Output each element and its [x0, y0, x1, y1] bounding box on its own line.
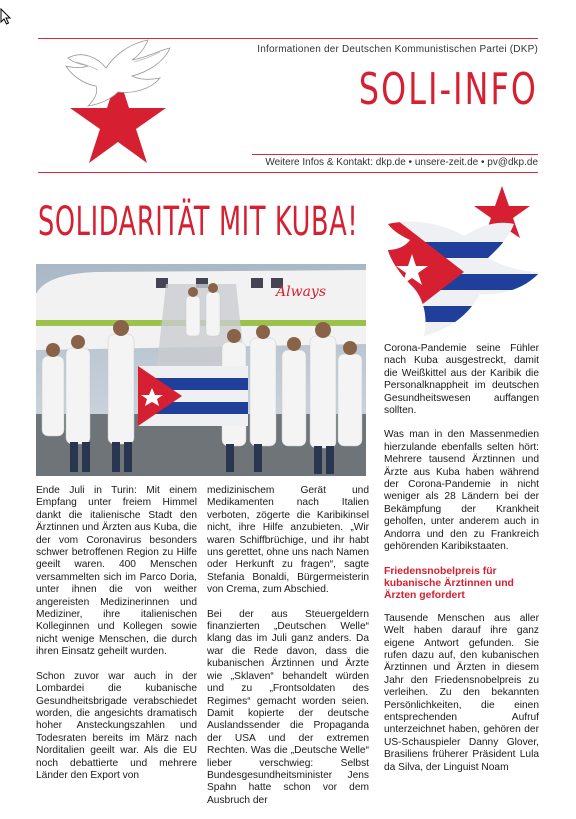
- header-bottom-rule: [38, 172, 538, 173]
- article-column-3: [384, 343, 539, 786]
- masthead-title: SOLI-INFO: [358, 64, 538, 115]
- masthead-rule: [252, 154, 538, 155]
- paragraph: Bei der aus Steuergeldern finanzierten „Deutschen Welle“ klang das im Juli ganz anders. Da war die Rede davon, dass die kubanischen Ärztinnen und Ärzte wie „Sklaven“ behandelt würden und zu „Frontsoldaten des Regimes“ gemacht worden seien. Damit kopierte der deutsche Auslandssender die Propaganda der USA und der extremen Rechten. Was die „Deutsche Welle“ lieber verschwieg: Selbst Bundesgesundheitsminister Jens Spahn hatte schon vor dem Ausbruch der: [207, 608, 369, 806]
- paragraph: Was man in den Massenmedien hierzulande ebenfalls selten hört: Mehrere tausend Ärztinnen und Ärzte aus Kuba haben während der Corona-Pandemie in nicht weniger als 28 Ländern bei der Bekämpfung der Krankheit geholfen, unter anderem auch in Andorra und den zu Frankreich gehörenden Karibikstaaten.: [384, 429, 539, 553]
- header-contact-line: Weitere Infos & Kontakt: dkp.de • unsere-zeit.de • pv@dkp.de: [265, 157, 538, 168]
- header-info-line: Informationen der Deutschen Kommunistischen Partei (DKP): [257, 44, 538, 55]
- paragraph: Tausende Menschen aus aller Welt haben darauf ihre ganz eigene Antwort gefunden. Sie rufen dazu auf, den kubanischen Ärztinnen und Ärzten in diesem Jahr den Friedensnobelpreis zu verleihen. Zu den bekannten Persönlichkeiten, die einen entsprechenden Aufruf unterzeichnet haben, gehören der US-Schauspieler Danny Glover, Brasiliens früherer Präsident Lula da Silva, der Linguist Noam: [384, 612, 539, 773]
- headline: SOLIDARITÄT MIT KUBA!: [38, 199, 359, 245]
- subheading: Friedensnobelpreis für kubanische Ärztinnen und Ärzten gefordert: [384, 565, 514, 602]
- doctors-photo: [36, 264, 366, 476]
- paragraph: Corona-Pandemie seine Fühler nach Kuba ausgestreckt, damit die Weißkittel aus der Karibik die Personalknappheit im deutschen Gesundheitswesen auffangen sollten.: [384, 343, 539, 417]
- article-column-1: [36, 485, 197, 794]
- cursor-icon: [0, 8, 12, 26]
- paragraph: Schon zuvor war auch in der Lombardei die kubanische Gesundheitsbrigade verabschiedet worden, die angesichts dramatisch hoher Ansteckungszahlen und Todesraten bereits im März nach Norditalien geeilt war. Als die EU noch debattierte und mehrere Länder den Export von: [36, 670, 197, 781]
- paragraph: Ende Juli in Turin: Mit einem Empfang unter freiem Himmel dankt die italienische Stadt den Ärztinnen und Ärzten aus Kuba, die der vom Coronavirus besonders schwer betroffenen Region zu Hilfe geeilt waren. 400 Menschen versammelten sich im Parco Doria, unter ihnen die von weither angereisten Medizinerinnen und Mediziner, ihre italienischen Kolleginnen und Kollegen sowie nicht wenige Menschen, die durch ihren Einsatz geheilt wurden.: [36, 485, 197, 658]
- article-column-2: [207, 485, 369, 819]
- paragraph: medizinischem Gerät und Medikamenten nach Italien verboten, zögerte die Karibikinsel nicht, ihre Hilfe anzubieten. „Wir waren Schiffbrüchige, und ihr habt uns gerettet, ohne uns nach Namen oder Herkunft zu fragen“, sagte Stefania Bonaldi, Bürgermeisterin von Crema, zum Abschied.: [207, 485, 369, 596]
- plane-lettering: Always: [276, 284, 327, 300]
- top-rule: [38, 38, 538, 39]
- dove-star-logo: [48, 36, 188, 166]
- dove-star-emblem: [384, 180, 544, 340]
